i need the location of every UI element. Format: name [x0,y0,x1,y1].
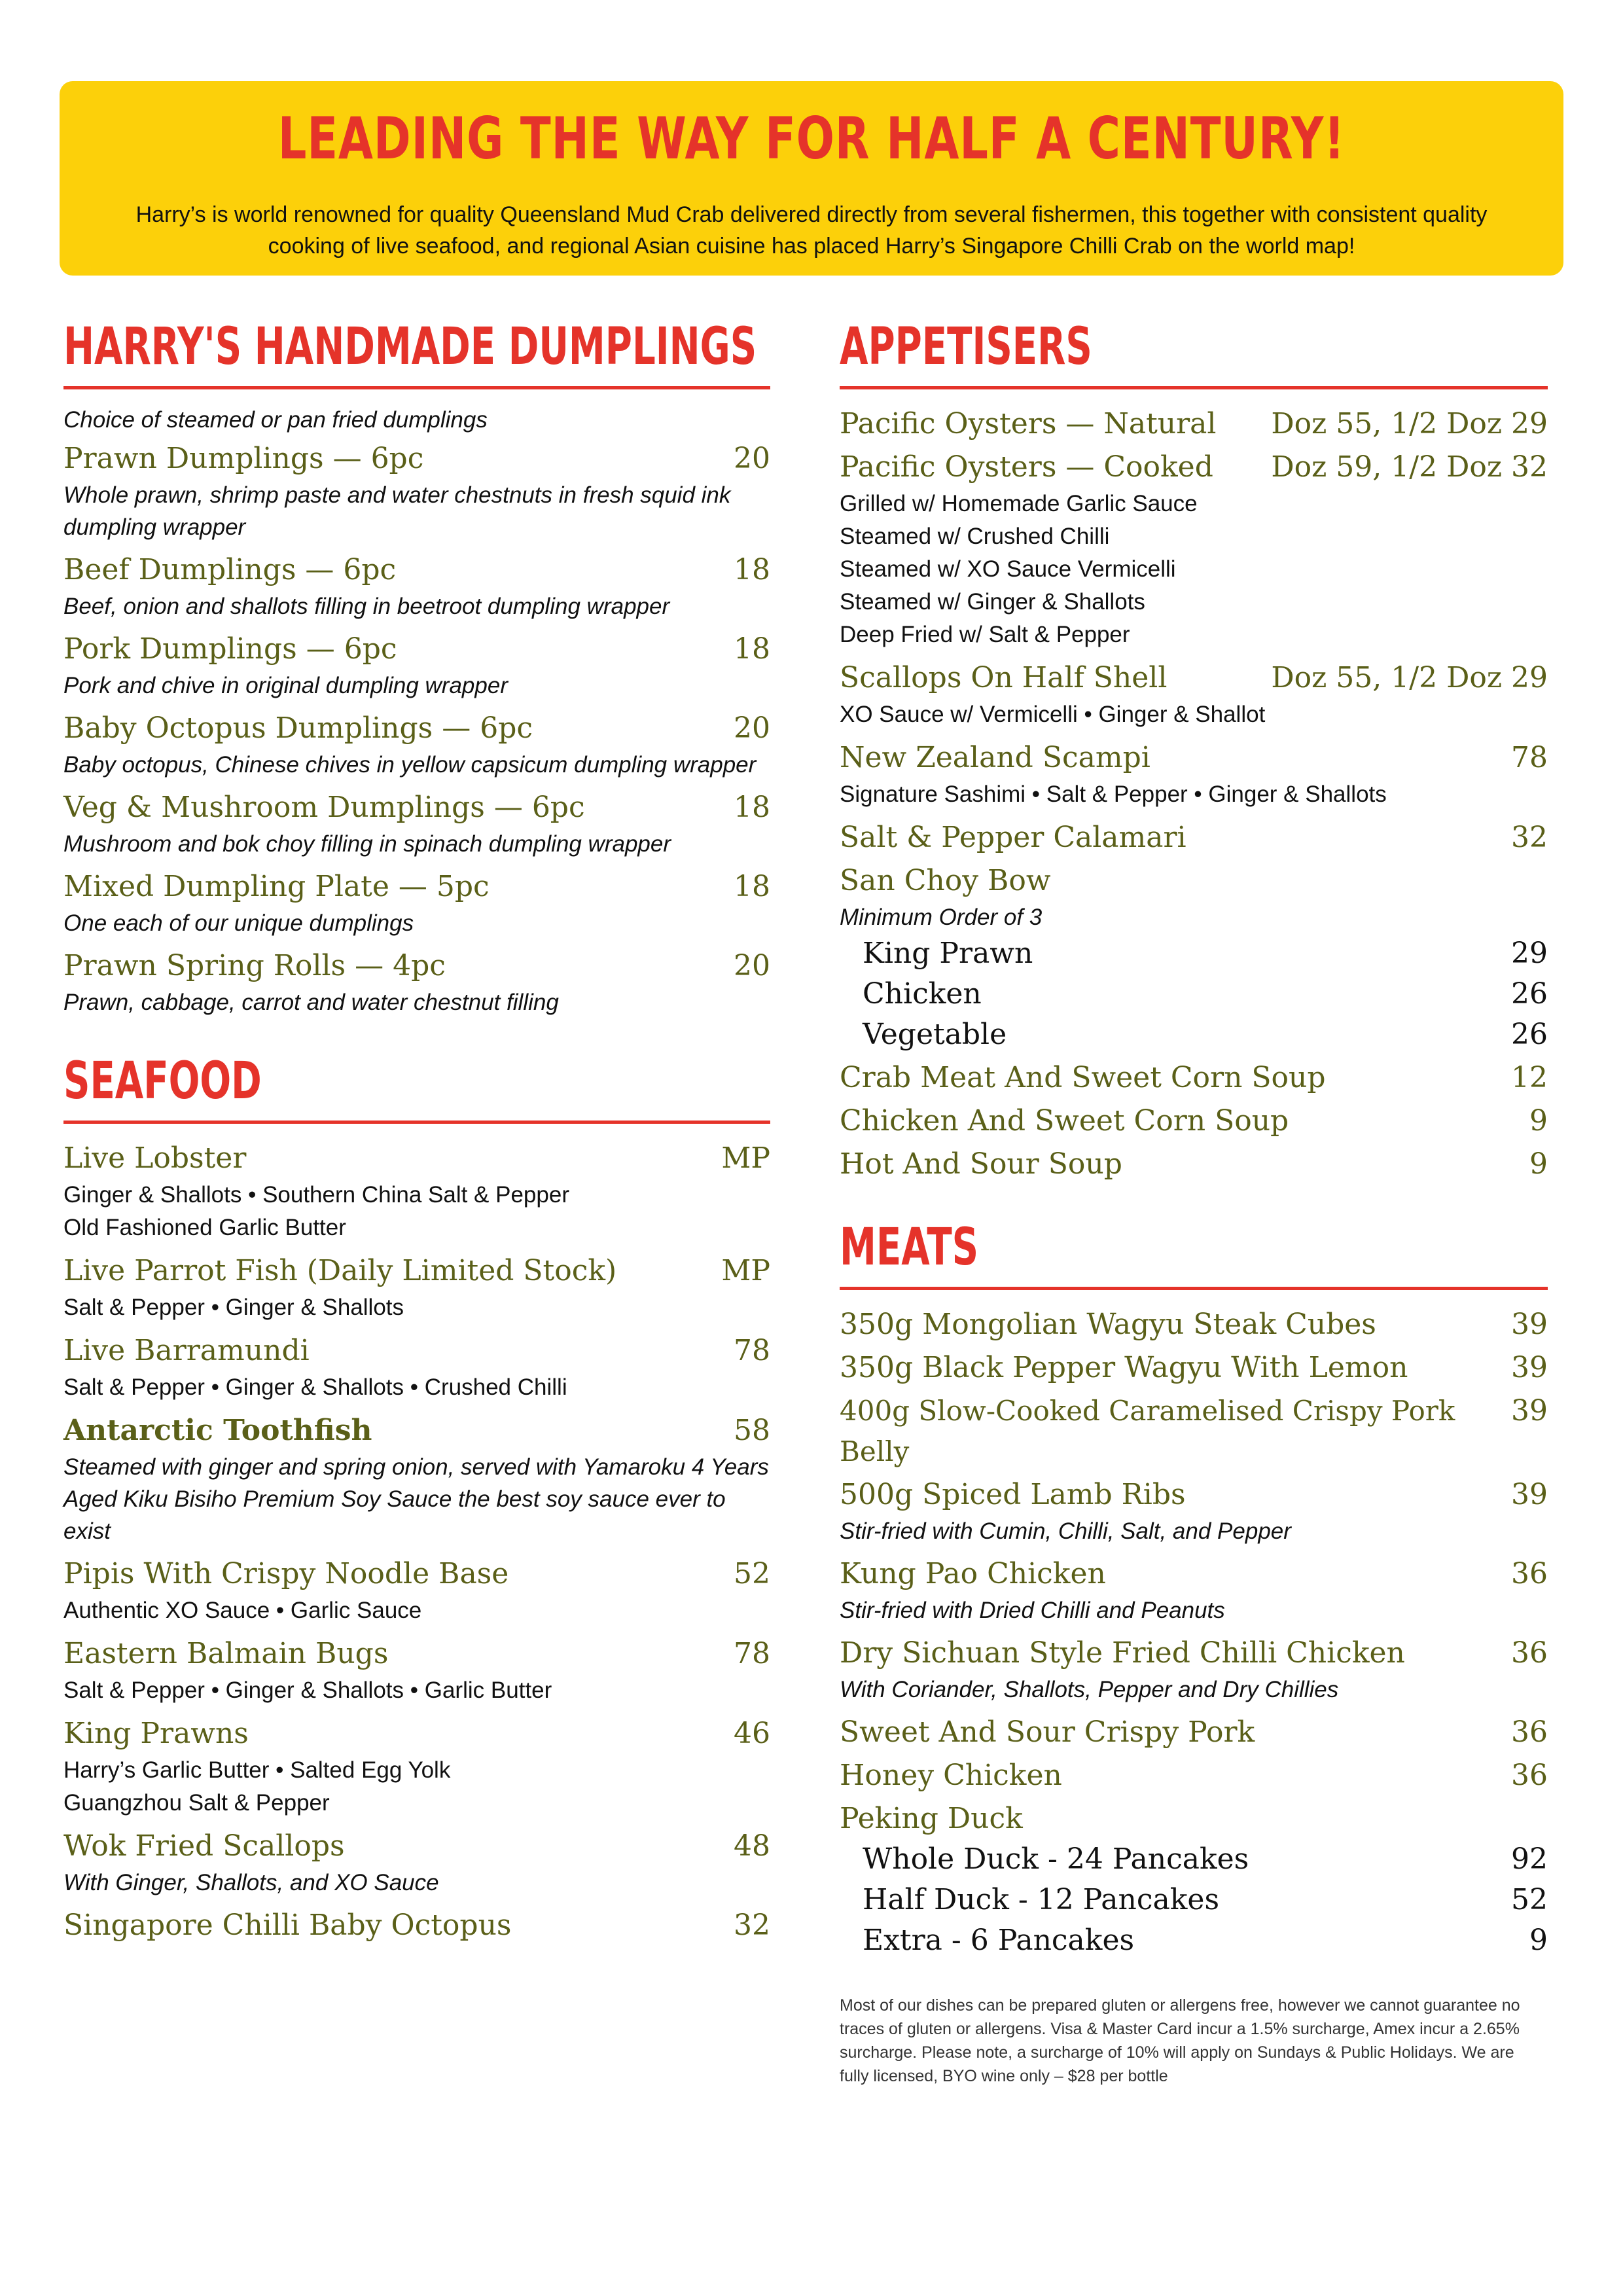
item-options: Guangzhou Salt & Pepper [63,1790,330,1816]
item-options: Steamed w/ Ginger & Shallots [840,589,1145,615]
item-name: Beef Dumplings — 6pc [63,553,397,586]
item-options: Grilled w/ Homemade Garlic Sauce [840,491,1198,516]
item-name: New Zealand Scampi [840,741,1150,774]
option-name: Whole Duck - 24 Pancakes [863,1842,1249,1876]
section-divider [840,1287,1548,1290]
seafood-title: SEAFOOD [63,1052,262,1111]
item-name: 400g Slow-Cooked Caramelised Crispy Pork Belly [840,1395,1455,1467]
item-description: Minimum Order of 3 [840,905,1043,930]
menu-item [63,1554,770,1627]
item-name: Hot And Sour Soup [840,1147,1122,1181]
right-column [840,314,1548,2088]
item-price: 52 [734,1557,770,1590]
item-name: Pipis With Crispy Noodle Base [63,1557,509,1590]
item-price: Doz 55, 1/2 Doz 29 [1271,661,1548,694]
item-price: 20 [734,442,770,475]
menu-item [840,1554,1548,1626]
item-description: Prawn, cabbage, carrot and water chestnut filling [63,990,559,1015]
item-name: Peking Duck [840,1802,1023,1835]
menu-item [63,946,770,1018]
item-price: 58 [734,1414,770,1447]
option-price: 52 [1511,1883,1548,1916]
item-description: One each of our unique dumplings [63,910,414,936]
item-price: 48 [734,1829,770,1863]
item-name: Eastern Balmain Bugs [63,1637,389,1670]
item-description: Baby octopus, Chinese chives in yellow capsicum dumpling wrapper [63,752,757,778]
meats-title: MEATS [840,1218,979,1277]
item-price: 20 [734,949,770,982]
menu-item [840,861,1548,1055]
item-price: 36 [1511,1715,1548,1749]
menu-item [840,1755,1548,1796]
item-name: Pacific Oysters — Cooked [840,450,1213,484]
menu-item [840,1391,1548,1472]
item-options: Authentic XO Sauce • Garlic Sauce [63,1598,422,1623]
header-banner [63,85,1560,272]
item-name: Antarctic Toothfish [63,1414,372,1447]
item-price: 39 [1511,1351,1548,1384]
item-price: 36 [1511,1636,1548,1670]
item-price: 39 [1511,1394,1548,1427]
option-name: Chicken [863,977,982,1011]
item-description: With Coriander, Shallots, Pepper and Dry Chillies [840,1677,1339,1702]
item-name: Chicken And Sweet Corn Soup [840,1104,1289,1138]
item-options: Signature Sashimi • Salt & Pepper • Ginger & Shallots [840,781,1387,807]
left-column [63,314,770,1946]
item-description: Stir-fried with Dried Chilli and Peanuts [840,1598,1225,1623]
item-price: 78 [734,1637,770,1670]
item-price: MP [721,1254,770,1287]
menu-item [63,1138,770,1244]
item-description: Beef, onion and shallots filling in beetroot dumpling wrapper [63,594,670,619]
item-description: Mushroom and bok choy filling in spinach dumpling wrapper [63,831,671,857]
option-price: 26 [1511,1018,1548,1051]
menu-item [63,1410,770,1547]
item-price: 78 [1511,741,1548,774]
item-name: Salt & Pepper Calamari [840,821,1186,854]
menu-item [63,1905,770,1946]
item-options: Deep Fried w/ Salt & Pepper [840,622,1130,647]
menu-item [63,1251,770,1324]
item-description: With Ginger, Shallots, and XO Sauce [63,1870,439,1895]
menu-item [63,550,770,622]
section-divider [63,386,770,389]
item-price: 36 [1511,1557,1548,1590]
item-options: Harry’s Garlic Butter • Salted Egg Yolk [63,1757,451,1783]
item-name: San Choy Bow [840,864,1051,897]
menu-item [840,1799,1548,1961]
menu-item [840,1144,1548,1185]
item-price: 32 [734,1909,770,1942]
item-options: Steamed w/ XO Sauce Vermicelli [840,556,1176,582]
menu-item [63,1713,770,1820]
menu-item [840,447,1548,651]
item-name: Sweet And Sour Crispy Pork [840,1715,1255,1749]
menu-item [840,738,1548,811]
item-price: 78 [734,1334,770,1367]
item-name: Honey Chicken [840,1759,1062,1792]
option-name: Extra - 6 Pancakes [863,1924,1135,1957]
option-name: Half Duck - 12 Pancakes [863,1883,1220,1916]
item-name: Crab Meat And Sweet Corn Soup [840,1061,1326,1094]
option-price: 9 [1529,1924,1548,1957]
item-options: Salt & Pepper • Ginger & Shallots [63,1295,404,1320]
item-price: 18 [734,632,770,666]
item-name: 350g Mongolian Wagyu Steak Cubes [840,1308,1376,1341]
appetisers-title: APPETISERS [840,317,1092,376]
item-name: Pork Dumplings — 6pc [63,632,397,666]
item-options: XO Sauce w/ Vermicelli • Ginger & Shallot [840,702,1266,727]
item-price: 12 [1511,1061,1548,1094]
menu-item [63,708,770,781]
item-price: 46 [734,1717,770,1750]
item-description: Whole prawn, shrimp paste and water chestnuts in fresh squid ink dumpling wrapper [63,482,731,540]
menu-item [63,867,770,939]
item-name: Live Barramundi [63,1334,310,1367]
item-name: Dry Sichuan Style Fried Chilli Chicken [840,1636,1405,1670]
menu-item [840,1058,1548,1098]
item-price: MP [721,1141,770,1175]
menu-item [840,1304,1548,1345]
item-name: Baby Octopus Dumplings — 6pc [63,711,533,745]
banner-text: Harry’s is world renowned for quality Queensland Mud Crab delivered directly from several fishermen, this together with consistent quality cooking of live seafood, and regional Asian cuisine has placed Harry’s Singapore Chilli Crab on the world map! [135,202,1488,259]
menu-item [840,1475,1548,1547]
item-options: Old Fashioned Garlic Butter [63,1215,346,1240]
item-name: 350g Black Pepper Wagyu With Lemon [840,1351,1408,1384]
item-name: Veg & Mushroom Dumplings — 6pc [63,791,585,824]
menu-item [63,1331,770,1404]
item-price: Doz 55, 1/2 Doz 29 [1271,407,1548,440]
item-price: 39 [1511,1308,1548,1341]
item-price: 18 [734,553,770,586]
menu-item [840,1712,1548,1753]
item-name: Kung Pao Chicken [840,1557,1106,1590]
dumplings-intro: Choice of steamed or pan fried dumplings [63,407,488,433]
option-price: 92 [1511,1842,1548,1876]
item-name: Wok Fried Scallops [63,1829,345,1863]
item-description: Stir-fried with Cumin, Chilli, Salt, and Pepper [840,1518,1291,1544]
menu-item [63,1826,770,1899]
option-price: 29 [1511,937,1548,970]
item-name: Live Lobster [63,1141,247,1175]
menu-item [840,817,1548,858]
item-name: 500g Spiced Lamb Ribs [840,1478,1186,1511]
dumplings-title: HARRY'S HANDMADE DUMPLINGS [63,317,757,376]
menu-item [840,1348,1548,1388]
item-options: Steamed w/ Crushed Chilli [840,524,1110,549]
item-description: Steamed with ginger and spring onion, served with Yamaroku 4 Years Aged Kiku Bisiho Premium Soy Sauce the best soy sauce ever to exist [63,1454,769,1544]
item-description: Pork and chive in original dumpling wrapper [63,673,508,698]
item-price: 36 [1511,1759,1548,1792]
item-options: Salt & Pepper • Ginger & Shallots • Garlic Butter [63,1677,552,1703]
item-name: King Prawns [63,1717,249,1750]
option-name: Vegetable [863,1018,1007,1051]
menu-item [840,658,1548,731]
menu-item [63,1634,770,1707]
item-price: 18 [734,791,770,824]
option-name: King Prawn [863,937,1033,970]
item-price: 18 [734,870,770,903]
item-price: 39 [1511,1478,1548,1511]
item-price: 9 [1529,1104,1548,1138]
item-name: Singapore Chilli Baby Octopus [63,1909,512,1942]
section-divider [840,386,1548,389]
item-name: Pacific Oysters — Natural [840,407,1217,440]
item-options: Ginger & Shallots • Southern China Salt & Pepper [63,1182,569,1208]
menu-item [63,439,770,543]
item-name: Scallops On Half Shell [840,661,1168,694]
item-name: Mixed Dumpling Plate — 5pc [63,870,490,903]
item-name: Prawn Dumplings — 6pc [63,442,424,475]
section-divider [63,1121,770,1124]
footer-note: Most of our dishes can be prepared gluten or allergens free, however we cannot guarantee no traces of gluten or allergens. Visa & Master Card incur a 1.5% surcharge, Amex incur a 2.65% surcharge. Please note, a surcharge of 10% will apply on Sundays & Public Holidays. We are fully licensed, BYO wine only – $28 per bottle [840,1996,1520,2085]
menu-item [63,787,770,860]
menu-item [63,629,770,702]
menu-item [840,1101,1548,1141]
item-price: Doz 59, 1/2 Doz 32 [1271,450,1548,484]
menu-item [840,404,1548,444]
option-price: 26 [1511,977,1548,1011]
item-options: Salt & Pepper • Ginger & Shallots • Crushed Chilli [63,1374,567,1400]
menu-item [840,1633,1548,1706]
item-price: 20 [734,711,770,745]
item-name: Live Parrot Fish (Daily Limited Stock) [63,1254,617,1287]
banner-title: LEADING THE WAY FOR HALF A CENTURY! [277,105,1346,172]
item-price: 32 [1511,821,1548,854]
item-name: Prawn Spring Rolls — 4pc [63,949,446,982]
item-price: 9 [1529,1147,1548,1181]
